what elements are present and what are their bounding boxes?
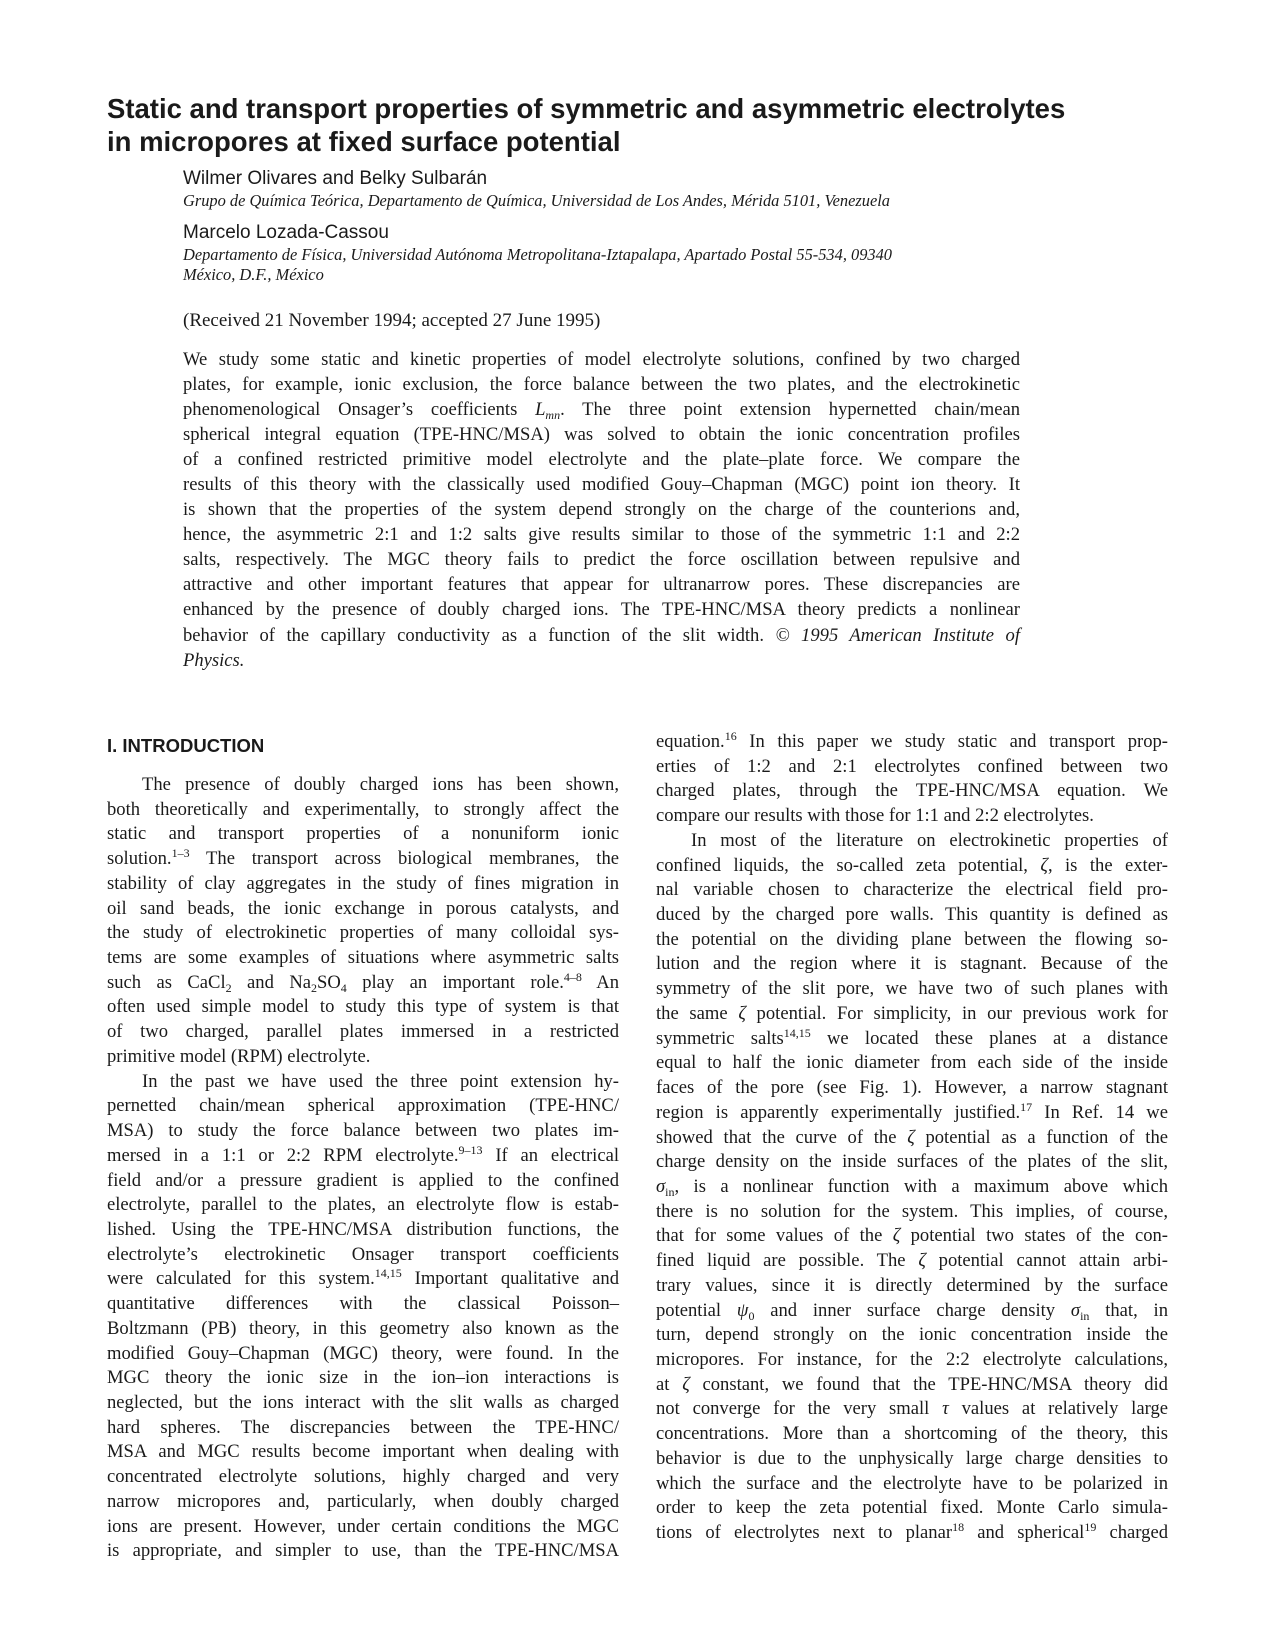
math-symbol: ζ [738, 1002, 746, 1024]
body-line [656, 854, 1168, 879]
math-subscript: in [665, 1184, 675, 1199]
text: , is the exter- [1047, 854, 1168, 876]
author-affiliation [183, 245, 1043, 284]
body-line: behavior is due to the unphysically large charge densities to [656, 1447, 1168, 1469]
abstract-line [183, 397, 1020, 422]
body-line: The presence of doubly charged ions has been shown, [142, 774, 619, 795]
body-line: order to keep the zeta potential fixed. Monte Carlo simula- [656, 1497, 1168, 1519]
citation: 17 [1020, 1099, 1033, 1114]
text: potential cannot attain arbi- [925, 1250, 1168, 1272]
body-line: equal to half the ionic diameter from each side of the inside [656, 1052, 1168, 1074]
text: and Na [231, 971, 312, 993]
abstract-line: spherical integral equation (TPE-HNC/MSA) was solved to obtain the ionic concentration profiles [183, 424, 1020, 446]
abstract-line: attractive and other important features that appear for ultranarrow pores. These discrepancies are [183, 574, 1020, 596]
body-line: both theoretically and experimentally, to strongly affect the [107, 798, 619, 820]
title-line: in micropores at fixed surface potential [107, 126, 621, 157]
text: potential two states of the con- [900, 1225, 1168, 1247]
math-symbol: ζ [892, 1225, 901, 1247]
text: symmetric salts [656, 1027, 784, 1049]
subscript: 2 [225, 980, 232, 995]
body-line [656, 1027, 1168, 1052]
citation: 1–3 [171, 846, 190, 861]
text: we located these planes at a distance [810, 1027, 1169, 1049]
text: In this paper we study static and transport prop- [736, 731, 1168, 752]
body-line [656, 1175, 1168, 1200]
body-line: trary values, since it is directly determined by the surface [656, 1274, 1168, 1296]
abstract-line: of a confined restricted primitive model electrolyte and the plate–plate force. We compare the [183, 449, 1020, 471]
paper-title [107, 92, 1187, 158]
body-line [656, 1521, 1168, 1546]
abstract-line: results of this theory with the classically used modified Gouy–Chapman (MGC) point ion theory. It [183, 474, 1020, 496]
title-line: Static and transport properties of symmetric and asymmetric electrolytes [107, 93, 1066, 124]
math-symbol: τ [942, 1398, 949, 1420]
text: If an electrical [482, 1144, 619, 1166]
copyright-notice: © 1995 American Institute of [775, 624, 1020, 646]
text: mersed in a 1:1 or 2:2 RPM electrolyte. [107, 1144, 459, 1166]
body-line: tems are some examples of situations where asymmetric salts [107, 947, 619, 969]
body-line: compare our results with those for 1:1 and 2:2 electrolytes. [656, 805, 1094, 827]
body-line: electrolyte’s electrokinetic Onsager transport coefficients [107, 1243, 619, 1265]
author-names: Wilmer Olivares and Belky Sulbarán [183, 168, 488, 189]
body-line: concentrated electrolyte solutions, highly charged and very [107, 1466, 619, 1488]
body-line: hard spheres. The discrepancies between the TPE-HNC/ [107, 1416, 619, 1438]
text: potential [656, 1299, 737, 1321]
text: and inner surface charge density [754, 1299, 1071, 1321]
body-line: stability of clay aggregates in the study of fines migration in [107, 872, 619, 894]
affiliation-line: Grupo de Química Teórica, Departamento de Química, Universidad de Los Andes, Mérida 5101, Venezuela [183, 191, 890, 210]
body-line: duced by the charged pore walls. This quantity is defined as [656, 904, 1168, 926]
text: phenomenological Onsager’s coefficients [183, 399, 536, 421]
body-line [656, 1002, 1168, 1027]
body-line: quantitative differences with the classical Poisson– [107, 1293, 619, 1315]
text: values at relatively large [948, 1398, 1169, 1420]
body-line: of two charged, parallel plates immersed in a restricted [107, 1021, 619, 1043]
body-line: neglected, but the ions interact with the slit walls as charged [107, 1391, 619, 1413]
subscript: 2 [311, 980, 318, 995]
body-line [107, 847, 619, 872]
body-line: nal variable chosen to characterize the electrical field pro- [656, 879, 1168, 901]
abstract-line: enhanced by the presence of doubly charged ions. The TPE-HNC/MSA theory predicts a nonlinear [183, 599, 1020, 621]
body-line [656, 1397, 1168, 1422]
body-line: In most of the literature on electrokinetic properties of [691, 829, 1168, 851]
text: In Ref. 14 we [1032, 1101, 1168, 1123]
body-line [107, 1144, 619, 1169]
text: constant, we found that the TPE-HNC/MSA theory did [689, 1373, 1168, 1395]
text: tions of electrolytes next to planar [656, 1522, 953, 1543]
math-symbol: ζ [682, 1373, 690, 1395]
abstract-line: hence, the asymmetric 2:1 and 1:2 salts give results similar to those of the symmetric 1:1 and 2:2 [183, 524, 1020, 546]
math-subscript: mn [545, 408, 561, 423]
text: play an important role. [346, 971, 564, 993]
body-line: symmetry of the slit pore, we have two of such planes with [656, 978, 1168, 1000]
citation: 14,15 [374, 1266, 402, 1281]
body-line: is appropriate, and simpler to use, than the TPE-HNC/MSA [107, 1540, 619, 1562]
body-line: the study of electrokinetic properties of many colloidal sys- [107, 922, 619, 944]
body-line [656, 1224, 1168, 1249]
body-line [656, 1299, 1168, 1324]
body-line: ions are present. However, under certain conditions the MGC [107, 1515, 619, 1537]
text: equation. [656, 731, 725, 752]
text: not converge for the very small [656, 1398, 943, 1420]
citation: 16 [724, 729, 737, 743]
body-line: MGC theory the ionic size in the ion–ion interactions is [107, 1367, 619, 1389]
author-affiliation [183, 191, 1043, 211]
body-line: charged plates, through the TPE-HNC/MSA equation. We [656, 780, 1168, 802]
math-symbol: ψ [736, 1299, 749, 1321]
section-heading: I. INTRODUCTION [107, 735, 265, 756]
body-line: turn, depend strongly on the ionic concentration inside the [656, 1324, 1168, 1346]
math-symbol: ζ [918, 1250, 926, 1272]
citation: 19 [1084, 1520, 1097, 1534]
body-line: field and/or a pressure gradient is applied to the confined [107, 1169, 619, 1191]
column-right [656, 730, 1168, 1546]
math-symbol: ζ [1040, 854, 1048, 876]
abstract-line [183, 648, 1020, 673]
body-line: there is no solution for the system. This implies, of course, [656, 1200, 1168, 1222]
body-line: modified Gouy–Chapman (MGC) theory, were found. In the [107, 1342, 619, 1364]
body-line: pernetted chain/mean spherical approximation (TPE-HNC/ [107, 1095, 619, 1117]
citation: 18 [952, 1520, 965, 1534]
abstract-line [183, 623, 1020, 648]
body-line: Boltzmann (PB) theory, in this geometry also known as the [107, 1317, 619, 1339]
received-dates: (Received 21 November 1994; accepted 27 June 1995) [183, 310, 601, 331]
math-subscript: in [1080, 1308, 1090, 1323]
column-left [107, 773, 619, 1564]
body-line: lution and the region where it is stagnant. Because of the [656, 953, 1168, 975]
abstract [183, 347, 1020, 673]
body-line: primitive model (RPM) electrolyte. [107, 1045, 371, 1067]
body-line: electrolyte, parallel to the plates, an electrolyte flow is estab- [107, 1194, 619, 1216]
body-line [656, 1249, 1168, 1274]
text: , is a nonlinear function with a maximum above which [674, 1175, 1168, 1197]
math-subscript: 0 [748, 1308, 755, 1323]
text: . The three point extension hypernetted chain/mean [560, 399, 1020, 421]
text: that, in [1089, 1299, 1168, 1321]
text: such as CaCl [107, 971, 226, 993]
math-symbol: σ [656, 1175, 666, 1197]
text: potential. For simplicity, in our previous work for [745, 1002, 1169, 1024]
body-line: lished. Using the TPE-HNC/MSA distribution functions, the [107, 1218, 619, 1240]
body-line [656, 1373, 1168, 1398]
text: SO [317, 971, 341, 993]
text: the same [656, 1002, 739, 1024]
body-line: often used simple model to study this type of system is that [107, 996, 619, 1018]
text: that for some values of the [656, 1225, 893, 1247]
text: Important qualitative and [401, 1268, 620, 1290]
body-line: charge density on the inside surfaces of the plates of the slit, [656, 1151, 1168, 1173]
body-line [656, 730, 1168, 755]
text: fined liquid are possible. The [656, 1250, 919, 1272]
text: solution. [107, 848, 172, 870]
abstract-line: We study some static and kinetic properties of model electrolyte solutions, confined by two charged [183, 349, 1020, 370]
body-line: erties of 1:2 and 2:1 electrolytes confined between two [656, 755, 1168, 777]
text: confined liquids, the so-called zeta potential, [656, 854, 1041, 876]
affiliation-line: México, D.F., México [183, 264, 324, 284]
body-line: static and transport properties of a nonuniform ionic [107, 823, 619, 845]
math-symbol: ζ [907, 1126, 915, 1148]
text: showed that the curve of the [656, 1126, 908, 1148]
text: An [581, 971, 620, 993]
text: at [656, 1373, 683, 1395]
body-line: MSA) to study the force balance between two plates im- [107, 1120, 619, 1142]
abstract-line: salts, respectively. The MGC theory fails to predict the force oscillation between repulsive and [183, 549, 1020, 571]
body-line [107, 1267, 619, 1292]
body-line: faces of the pore (see Fig. 1). However, a narrow stagnant [656, 1077, 1168, 1099]
abstract-line: plates, for example, ionic exclusion, the force balance between the two plates, and the electrokinetic [183, 374, 1020, 396]
body-line: concentrations. More than a shortcoming of the theory, this [656, 1423, 1168, 1445]
text: and spherical [964, 1522, 1085, 1543]
body-line: which the surface and the electrolyte have to be polarized in [656, 1472, 1168, 1494]
body-line: micropores. For instance, for the 2:2 electrolyte calculations, [656, 1348, 1168, 1370]
text: behavior of the capillary conductivity as a function of the slit width. [183, 624, 776, 646]
body-line: narrow micropores and, particularly, when doubly charged [107, 1490, 619, 1512]
affiliation-line: Departamento de Física, Universidad Autónoma Metropolitana-Iztapalapa, Apartado Postal 55-534, 09340 [183, 245, 892, 264]
math-symbol: L [535, 399, 546, 421]
text: The transport across biological membranes, the [189, 848, 619, 870]
body-line [656, 1101, 1168, 1126]
body-line [107, 971, 619, 996]
text: potential as a function of the [914, 1126, 1168, 1148]
citation: 4–8 [563, 969, 582, 984]
text: region is apparently experimentally justified. [656, 1101, 1021, 1123]
body-line: MSA and MGC results become important when dealing with [107, 1441, 619, 1463]
citation: 9–13 [458, 1142, 483, 1157]
body-line: In the past we have used the three point extension hy- [142, 1070, 619, 1092]
citation: 14,15 [783, 1025, 811, 1040]
text: were calculated for this system. [107, 1268, 375, 1290]
body-line: oil sand beads, the ionic exchange in porous catalysts, and [107, 897, 619, 919]
abstract-line: is shown that the properties of the system depend strongly on the charge of the counterions and, [183, 499, 1020, 521]
copyright-notice: Physics. [183, 649, 245, 671]
body-line [656, 1126, 1168, 1151]
text: charged [1096, 1522, 1169, 1543]
subscript: 4 [340, 980, 347, 995]
body-line: the potential on the dividing plane between the flowing so- [656, 928, 1168, 950]
math-symbol: σ [1070, 1299, 1081, 1321]
author-names: Marcelo Lozada-Cassou [183, 222, 389, 243]
